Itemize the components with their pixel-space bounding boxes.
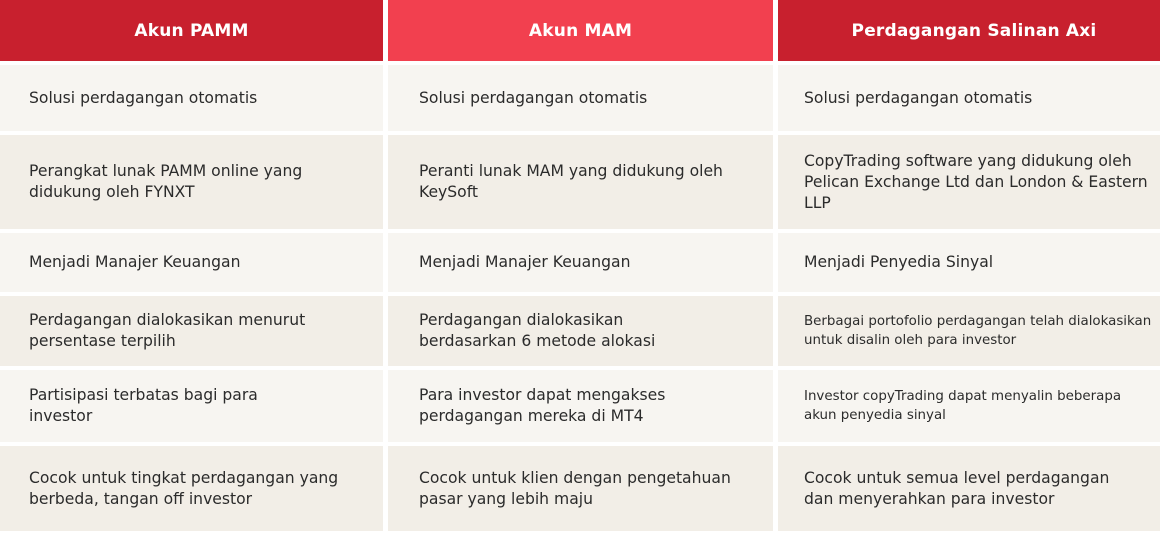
cell-pamm-1: Solusi perdagangan otomatis [0,65,383,131]
header-copy-trading: Perdagangan Salinan Axi [778,0,1160,61]
cell-pamm-5: Partisipasi terbatas bagi para investor [0,370,383,442]
cell-mam-2: Peranti lunak MAM yang didukung oleh KeySoft [388,135,773,229]
header-pamm: Akun PAMM [0,0,383,61]
cell-pamm-6: Cocok untuk tingkat perdagangan yang berbeda, tangan off investor [0,446,383,531]
header-mam: Akun MAM [388,0,773,61]
cell-mam-6: Cocok untuk klien dengan pengetahuan pasar yang lebih maju [388,446,773,531]
cell-pamm-2: Perangkat lunak PAMM online yang didukung oleh FYNXT [0,135,383,229]
cell-copy-4: Berbagai portofolio perdagangan telah dialokasikan untuk disalin oleh para investor [778,296,1160,366]
cell-copy-3: Menjadi Penyedia Sinyal [778,233,1160,292]
cell-mam-5: Para investor dapat mengakses perdagangan mereka di MT4 [388,370,773,442]
cell-copy-6: Cocok untuk semua level perdagangan dan menyerahkan para investor [778,446,1160,531]
cell-copy-2: CopyTrading software yang didukung oleh Pelican Exchange Ltd dan London & Eastern LLP [778,135,1160,229]
cell-copy-5: Investor copyTrading dapat menyalin beberapa akun penyedia sinyal [778,370,1160,442]
cell-pamm-4: Perdagangan dialokasikan menurut persentase terpilih [0,296,383,366]
cell-mam-3: Menjadi Manajer Keuangan [388,233,773,292]
cell-mam-1: Solusi perdagangan otomatis [388,65,773,131]
cell-copy-1: Solusi perdagangan otomatis [778,65,1160,131]
cell-pamm-3: Menjadi Manajer Keuangan [0,233,383,292]
cell-mam-4: Perdagangan dialokasikan berdasarkan 6 metode alokasi [388,296,773,366]
